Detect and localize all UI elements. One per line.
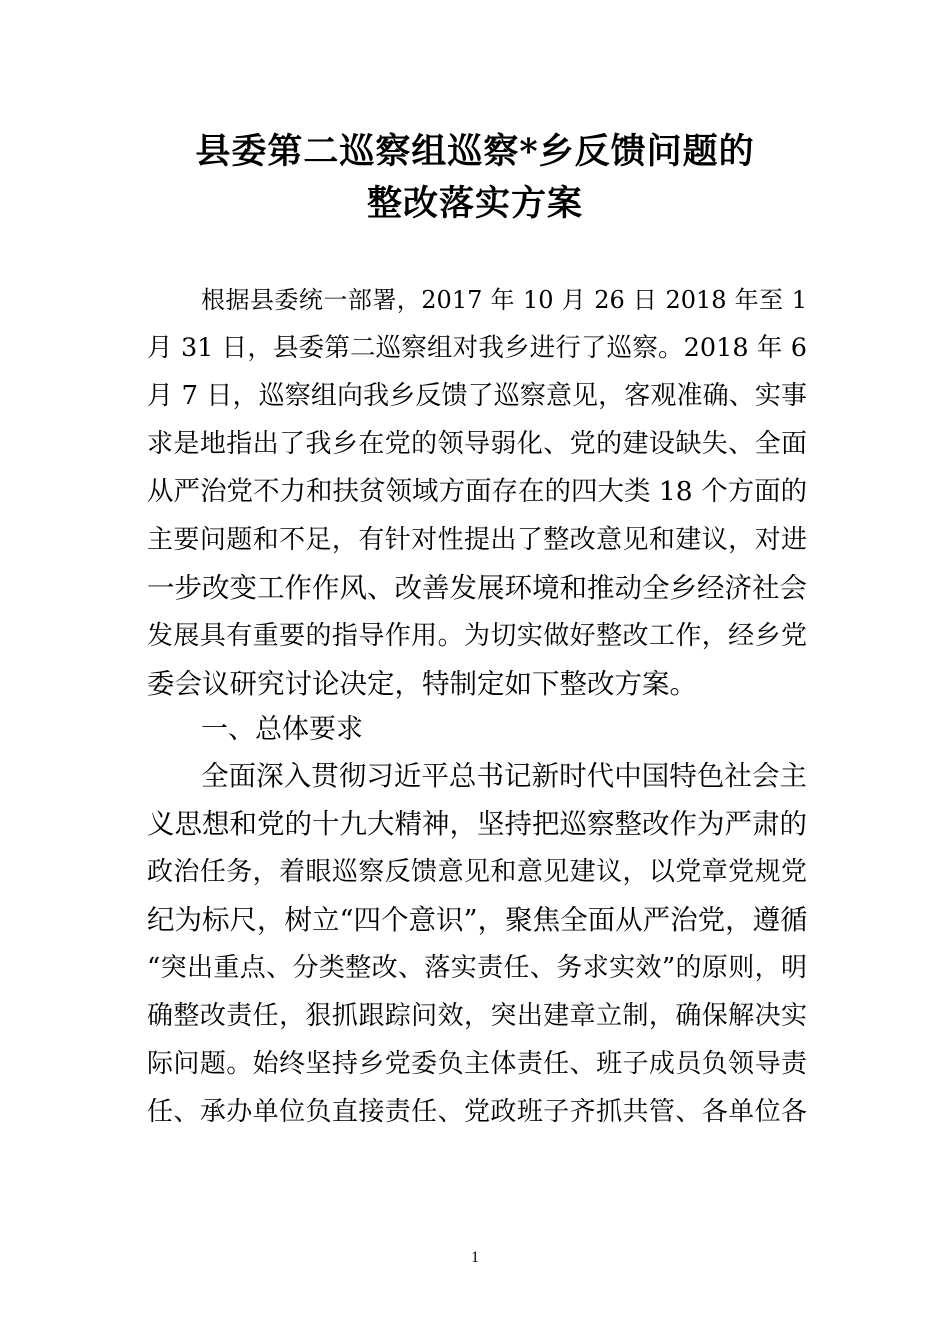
paragraph-1-line-7: 一步改变工作作风、改善发展环境和推动全乡经济社会 (147, 572, 807, 604)
paragraph-1-line-3: 月 7 日，巡察组向我乡反馈了巡察意见，客观准确、实事 (147, 381, 807, 411)
paragraph-2-line-7: 际问题。始终坚持乡党委负主体责任、班子成员负领导责 (147, 1049, 807, 1079)
paragraph-1-line-6: 主要问题和不足，有针对性提出了整改意见和建议，对进 (147, 525, 807, 555)
page-number: 1 (471, 1249, 479, 1266)
paragraph-1-line-9: 委会议研究讨论决定，特制定如下整改方案。 (147, 668, 697, 700)
paragraph-1-line-8: 发展具有重要的指导作用。为切实做好整改工作，经乡党 (147, 621, 807, 651)
paragraph-2-line-2: 义思想和党的十九大精神，坚持把巡察整改作为严肃的 (147, 808, 807, 840)
paragraph-2-line-5: “突出重点、分类整改、落实责任、务求实效”的原则，明 (147, 953, 807, 983)
paragraph-1-line-1: 根据县委统一部署，2017 年 10 月 26 日 2018 年至 1 (201, 286, 807, 314)
section-1-heading: 一、总体要求 (201, 714, 363, 745)
paragraph-2-line-1: 全面深入贯彻习近平总书记新时代中国特色社会主 (201, 760, 807, 792)
paragraph-1-line-4: 求是地指出了我乡在党的领导弱化、党的建设缺失、全面 (147, 429, 807, 459)
document-title-line-2: 整改落实方案 (366, 183, 583, 224)
paragraph-1-line-5: 从严治党不力和扶贫领域方面存在的四大类 18 个方面的 (147, 476, 808, 507)
paragraph-2-line-6: 确整改责任，狠抓跟踪问效，突出建章立制，确保解决实 (147, 1001, 807, 1031)
paragraph-2-line-3: 政治任务，着眼巡察反馈意见和意见建议，以党章党规党 (147, 857, 807, 887)
document-title-line-1: 县委第二巡察组巡察*乡反馈问题的 (195, 131, 755, 172)
paragraph-1-line-2: 月 31 日，县委第二巡察组对我乡进行了巡察。2018 年 6 (147, 333, 807, 363)
paragraph-2-line-8: 任、承办单位负直接责任、党政班子齐抓共管、各单位各 (147, 1097, 807, 1127)
paragraph-2-line-4: 纪为标尺，树立“四个意识”，聚焦全面从严治党，遵循 (147, 904, 808, 936)
